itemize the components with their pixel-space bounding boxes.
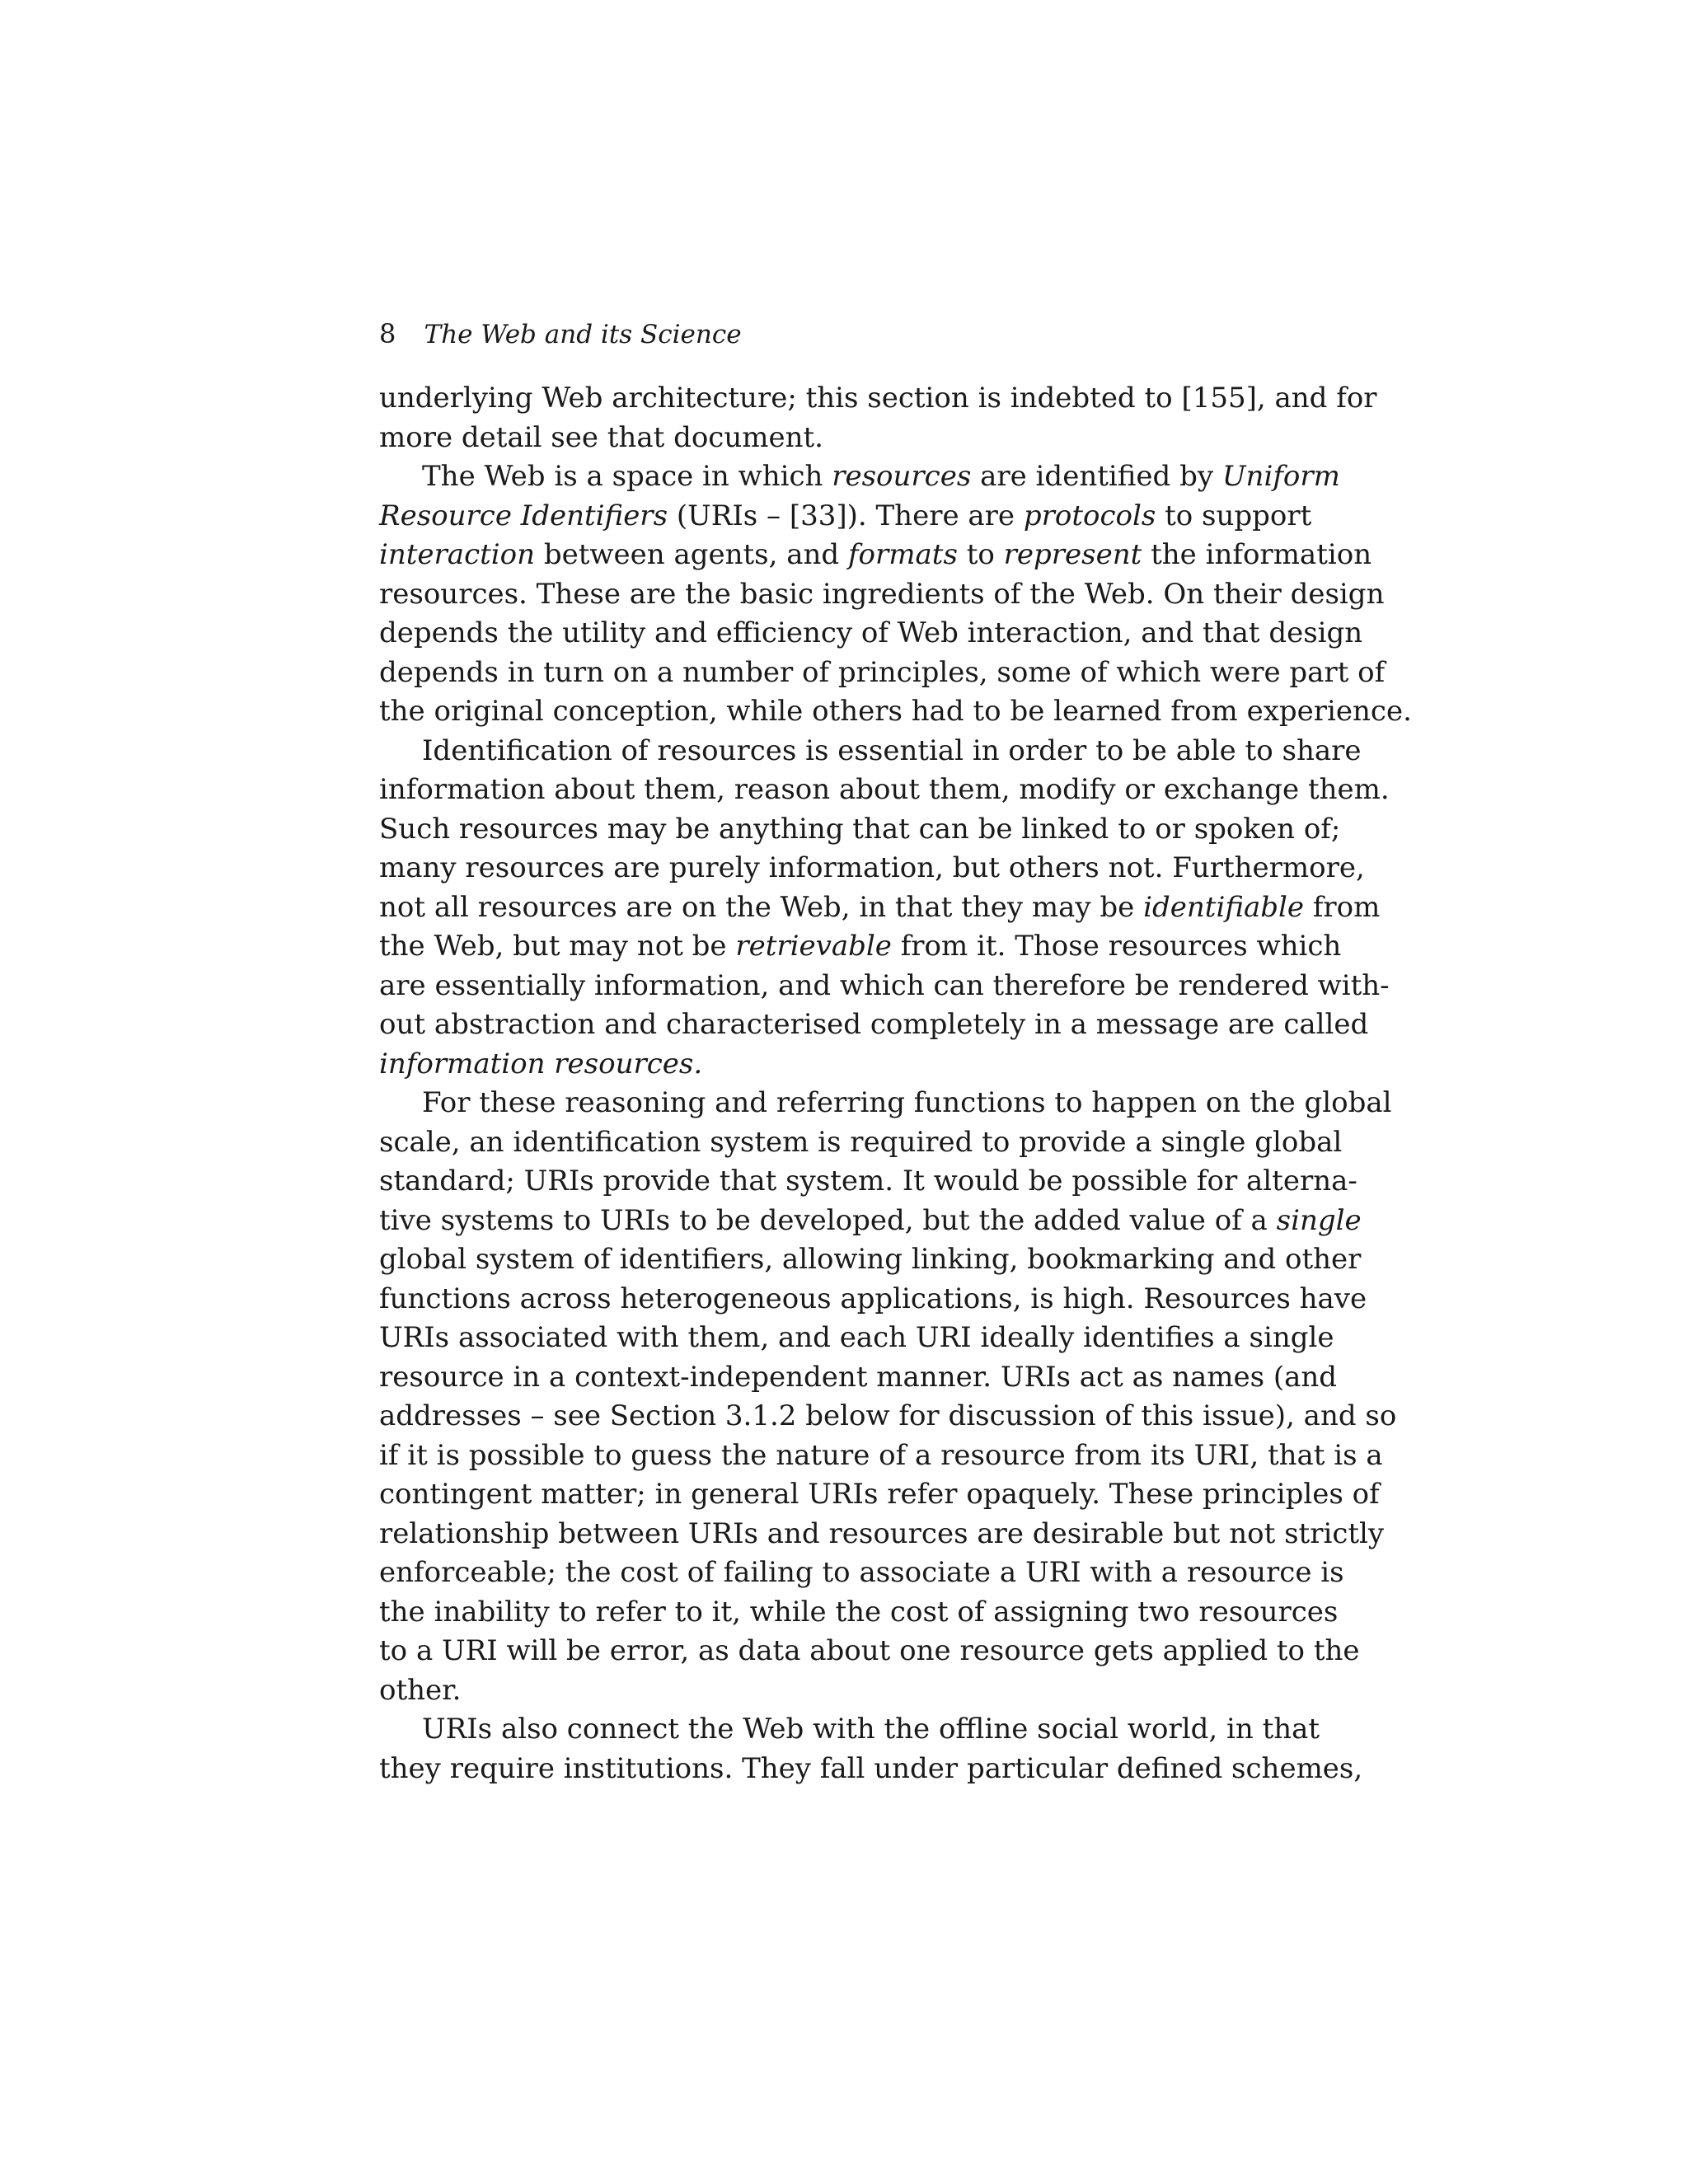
- text-run: other.: [379, 1673, 462, 1707]
- text-run: global system of identifiers, allowing linking, bookmarking and other: [379, 1243, 1362, 1276]
- italic-text: represent: [1003, 538, 1142, 571]
- text-run: URIs associated with them, and each URI ideally identifies a single: [379, 1321, 1334, 1354]
- text-line: [379, 1202, 1362, 1241]
- italic-text: formats: [847, 538, 958, 571]
- text-line: [379, 1280, 1367, 1319]
- text-line: [379, 1123, 1343, 1163]
- text-line: [379, 692, 1412, 732]
- text-line: [379, 419, 1296, 458]
- text-run: the inability to refer to it, while the cost of assigning two resources: [379, 1595, 1339, 1629]
- text-run: standard; URIs provide that system. It would be possible for alterna-: [379, 1165, 1357, 1197]
- text-run: (URIs – [33]). There are: [668, 499, 1024, 532]
- italic-text: Uniform: [1221, 460, 1340, 493]
- text-line: [379, 1515, 1385, 1554]
- text-line: [379, 614, 1363, 654]
- text-run: depends the utility and efficiency of Web interaction, and that design: [379, 616, 1363, 649]
- text-line: [379, 771, 1390, 810]
- text-run: the original conception, while others had to be learned from experience.: [379, 695, 1412, 728]
- italic-text: identifiable: [1143, 890, 1305, 924]
- text-run: are essentially information, and which can therefore be rendered with-: [379, 968, 1390, 1002]
- text-line: [379, 732, 1362, 771]
- text-line: [379, 1475, 1380, 1515]
- text-line: [379, 810, 1341, 850]
- text-line: [379, 849, 1365, 888]
- text-line: [379, 888, 1381, 928]
- text-run: tive systems to URIs to be developed, but the added value of a: [379, 1203, 1277, 1237]
- text-run: from it. Those resources which: [891, 930, 1342, 963]
- text-line: [379, 1593, 1339, 1633]
- italic-text: protocols: [1023, 499, 1156, 532]
- text-run: the information: [1142, 538, 1372, 571]
- text-line: [379, 1162, 1357, 1202]
- text-line: [379, 379, 1377, 419]
- text-run: out abstraction and characterised completely in a message are called: [379, 1008, 1369, 1041]
- text-run: relationship between URIs and resources are desirable but not strictly: [379, 1516, 1385, 1550]
- text-line: [379, 1671, 1296, 1711]
- text-run: Identification of resources is essential in order to be able to share: [422, 733, 1362, 767]
- italic-text: Resource Identifiers: [379, 499, 668, 532]
- text-run: depends in turn on a number of principles, some of which were part of: [379, 655, 1386, 689]
- text-line: [379, 927, 1342, 967]
- text-run: the Web, but may not be: [379, 930, 736, 963]
- italic-text: resources: [832, 460, 972, 493]
- text-run: The Web is a space in which: [422, 460, 832, 493]
- text-run: they require institutions. They fall under particular defined schemes,: [379, 1751, 1363, 1785]
- text-line: [379, 1554, 1344, 1593]
- body-text: [379, 379, 1412, 1788]
- text-run: enforceable; the cost of failing to associate a URI with a resource is: [379, 1556, 1344, 1589]
- text-run: URIs also connect the Web with the offline social world, in that: [422, 1713, 1320, 1746]
- text-line: [379, 1750, 1363, 1789]
- text-run: information about them, reason about them, modify or exchange them.: [379, 773, 1390, 806]
- text-line: [379, 536, 1372, 575]
- text-line: [379, 575, 1385, 615]
- text-run: resource in a context-independent manner. URIs act as names (and: [379, 1360, 1338, 1394]
- text-line: [379, 1397, 1397, 1436]
- text-run: contingent matter; in general URIs refer opaquely. These principles of: [379, 1478, 1380, 1511]
- italic-text: retrievable: [735, 930, 892, 963]
- running-head: [379, 313, 1302, 354]
- text-line: [379, 1436, 1383, 1476]
- text-run: to support: [1156, 499, 1312, 532]
- text-run: between agents, and: [535, 538, 848, 571]
- text-run: underlying Web architecture; this section is indebted to [155], and for: [379, 382, 1377, 415]
- text-line: [379, 1240, 1362, 1280]
- text-line: [379, 1632, 1360, 1671]
- running-title: The Web and its Science: [424, 320, 742, 349]
- text-line: [379, 967, 1390, 1006]
- text-line: [379, 1005, 1369, 1045]
- text-run: not all resources are on the Web, in that they may be: [379, 890, 1144, 924]
- italic-text: single: [1276, 1203, 1362, 1237]
- text-run: to: [957, 538, 1004, 571]
- text-run: are identified by: [971, 460, 1222, 493]
- text-line: [379, 1319, 1334, 1358]
- text-line: [379, 654, 1386, 693]
- text-line: [379, 1710, 1320, 1750]
- page-number: 8: [379, 318, 396, 349]
- text-run: more detail see that document.: [379, 420, 823, 454]
- text-run: functions across heterogeneous applications, is high. Resources have: [379, 1282, 1367, 1315]
- text-line: [379, 457, 1340, 497]
- text-run: to a URI will be error, as data about one resource gets applied to the: [379, 1634, 1360, 1667]
- text-run: For these reasoning and referring functions to happen on the global: [422, 1086, 1392, 1119]
- text-line: [379, 1045, 1296, 1085]
- italic-text: interaction: [379, 538, 536, 571]
- text-run: scale, an identification system is required to provide a single global: [379, 1125, 1343, 1159]
- text-run: addresses – see Section 3.1.2 below for discussion of this issue), and so: [379, 1399, 1397, 1432]
- text-line: [379, 497, 1312, 537]
- text-run: resources. These are the basic ingredients of the Web. On their design: [379, 577, 1385, 611]
- italic-text: information resources.: [379, 1047, 703, 1080]
- text-run: many resources are purely information, but others not. Furthermore,: [379, 851, 1365, 884]
- text-run: Such resources may be anything that can be linked to or spoken of;: [379, 812, 1341, 846]
- text-run: if it is possible to guess the nature of a resource from its URI, that is a: [379, 1438, 1383, 1472]
- text-line: [379, 1084, 1392, 1123]
- text-run: from: [1304, 890, 1381, 924]
- text-line: [379, 1358, 1338, 1398]
